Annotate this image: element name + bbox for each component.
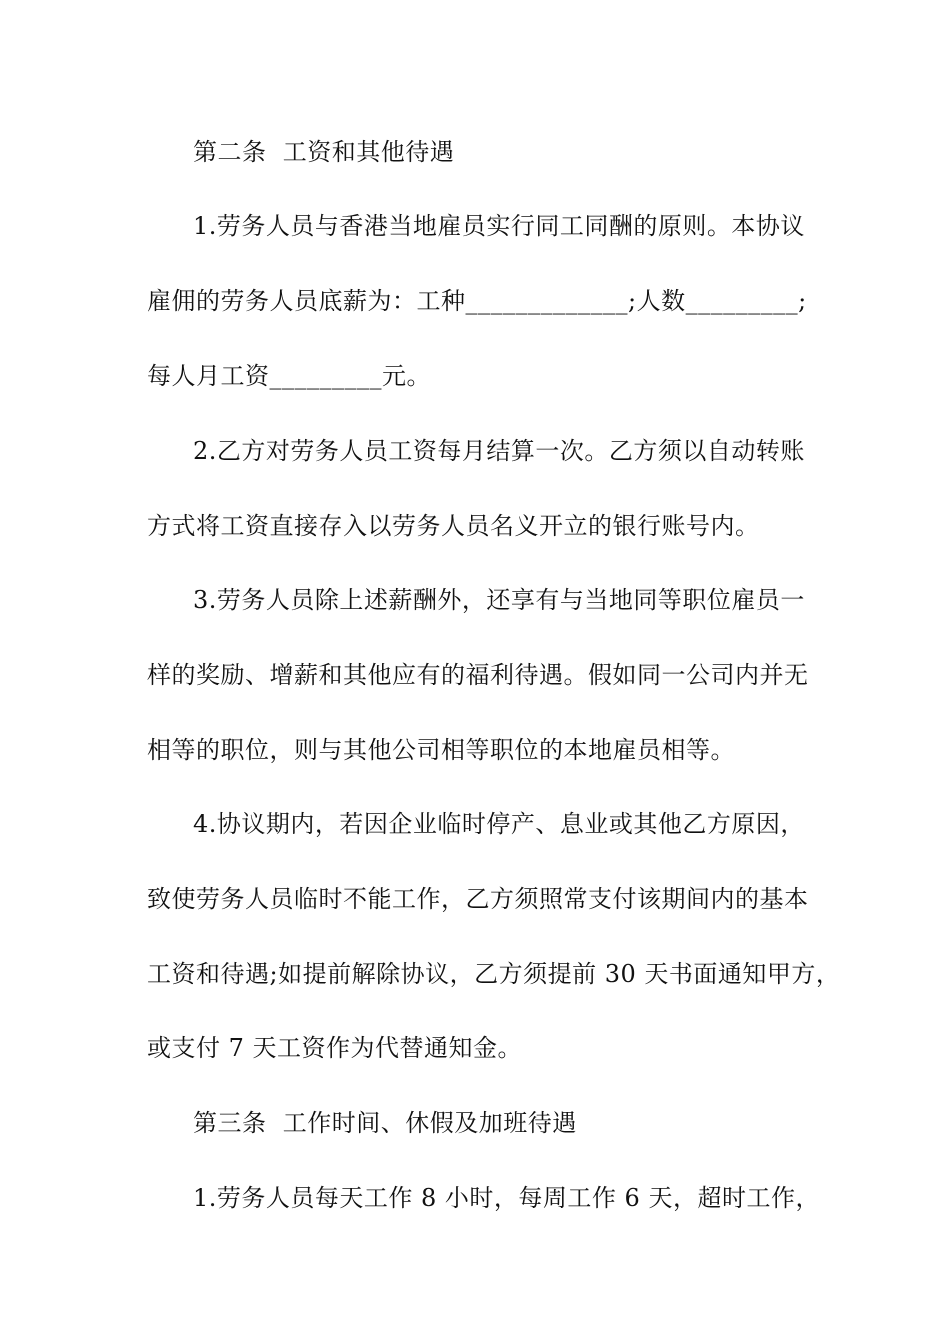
paragraph-line: 工资和待遇;如提前解除协议，乙方须提前 30 天书面通知甲方， xyxy=(147,960,841,988)
paragraph-line: 每人月工资_________元。 xyxy=(147,362,431,390)
paragraph-line: 4.协议期内，若因企业临时停产、息业或其他乙方原因， xyxy=(193,810,805,838)
section-heading-article-2: 第二条 工资和其他待遇 xyxy=(193,138,455,166)
paragraph-line: 雇佣的劳务人员底薪为：工种_____________;人数_________; xyxy=(147,287,807,315)
paragraph-line: 方式将工资直接存入以劳务人员名义开立的银行账号内。 xyxy=(147,512,760,540)
paragraph-line: 2.乙方对劳务人员工资每月结算一次。乙方须以自动转账 xyxy=(193,437,805,465)
paragraph-line: 致使劳务人员临时不能工作，乙方须照常支付该期间内的基本 xyxy=(147,885,809,913)
paragraph-line: 1.劳务人员每天工作 8 小时，每周工作 6 天，超时工作， xyxy=(193,1184,820,1212)
paragraph-line: 样的奖励、增薪和其他应有的福利待遇。假如同一公司内并无 xyxy=(147,661,809,689)
paragraph-line: 1.劳务人员与香港当地雇员实行同工同酬的原则。本协议 xyxy=(193,212,805,240)
section-heading-article-3: 第三条 工作时间、休假及加班待遇 xyxy=(193,1109,577,1137)
paragraph-line: 或支付 7 天工资作为代替通知金。 xyxy=(147,1034,523,1062)
paragraph-line: 3.劳务人员除上述薪酬外，还享有与当地同等职位雇员一 xyxy=(193,586,805,614)
paragraph-line: 相等的职位，则与其他公司相等职位的本地雇员相等。 xyxy=(147,736,735,764)
